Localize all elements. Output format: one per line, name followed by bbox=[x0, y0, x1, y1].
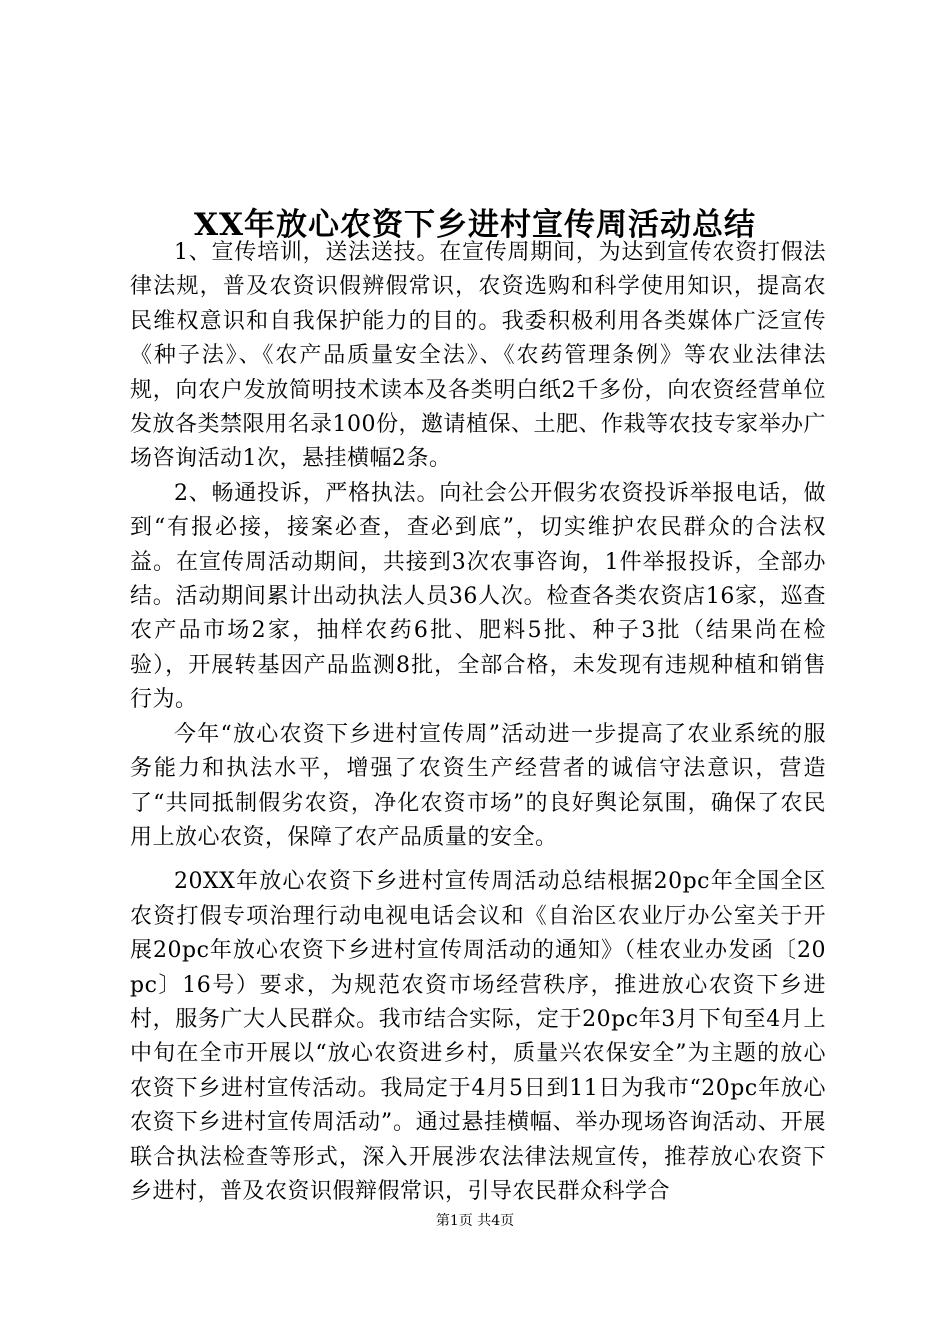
page-number-footer: 第1页 共4页 bbox=[435, 1213, 515, 1229]
paragraph-complaints-enforcement: 2、畅通投诉，严格执法。向社会公开假劣农资投诉举报电话，做到“有报必接，接案必查，查必到底”，切实维护农民群众的合法权益。在宣传周活动期间，共接到3次农事咨询，1件举报投诉，全部办结。活动期间累计出动执法人员36人次。检查各类农资店16家，巡查农产品市场2家，抽样农药6批、肥料5批、种子3批（结果尚在检验），开展转基因产品监测8批，全部合格，未发现有违规种植和销售行为。 bbox=[130, 480, 826, 713]
paragraph-annual-summary: 今年“放心农资下乡进村宣传周”活动进一步提高了农业系统的服务能力和执法水平，增强了农资生产经营者的诚信守法意识，营造了“共同抵制假劣农资，净化农资市场”的良好舆论氛围，确保了农民用上放心农资，保障了农产品质量的安全。 bbox=[130, 721, 826, 850]
paragraph-publicity-training: 1、宣传培训，送法送技。在宣传周期间，为达到宣传农资打假法律法规，普及农资识假辨假常识，农资选购和科学使用知识，提高农民维权意识和自我保护能力的目的。我委积极利用各类媒体广泛宣传《种子法》、《农产品质量安全法》、《农药管理条例》等农业法律法规，向农户发放简明技术读本及各类明白纸2千多份，向农资经营单位发放各类禁限用名录100份，邀请植保、土肥、作栽等农技专家举办广场咨询活动1次，悬挂横幅2条。 bbox=[130, 240, 826, 472]
document-body bbox=[130, 236, 826, 1209]
paragraph-activity-overview: 20XX年放心农资下乡进村宣传周活动总结根据20pc年全国全区农资打假专项治理行动电视电话会议和《自治区农业厅办公室关于开展20pc年放心农资下乡进村宣传周活动的通知》（桂农业办发函〔20pc〕16号）要求，为规范农资市场经营秩序，推进放心农资下乡进村，服务广大人民群众。我市结合实际，定于20pc年3月下旬至4月上中旬在全市开展以“放心农资进乡村，质量兴农保安全”为主题的放心农资下乡进村宣传活动。我局定于4月5日到11日为我市“20pc年放心农资下乡进村宣传周活动”。通过悬挂横幅、举办现场咨询活动、开展联合执法检查等形式，深入开展涉农法律法规宣传，推荐放心农资下乡进村，普及农资识假辩假常识，引导农民群众科学合 bbox=[130, 869, 826, 1204]
document-title: XX年放心农资下乡进村宣传周活动总结 bbox=[193, 206, 757, 243]
